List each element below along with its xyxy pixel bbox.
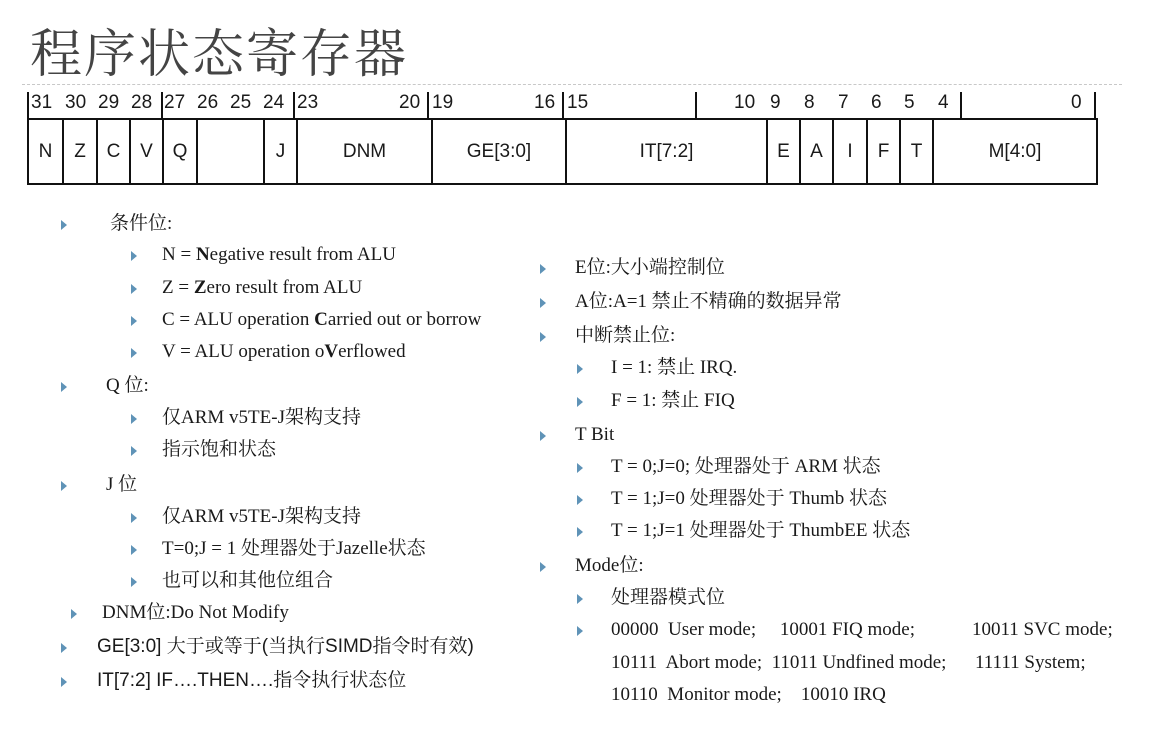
triangle-bullet-icon: [131, 284, 137, 294]
triangle-bullet-icon: [61, 677, 67, 687]
bit-number: 6: [871, 92, 882, 113]
triangle-bullet-icon: [61, 481, 67, 491]
bit-boundary-tick: [427, 92, 429, 118]
mode-bits-title: Mode位:: [575, 555, 644, 576]
triangle-bullet-icon: [540, 264, 546, 274]
triangle-bullet-icon: [131, 513, 137, 523]
bit-number: 31: [31, 92, 53, 113]
list-item: T = 0;J=0; 处理器处于 ARM 状态: [611, 456, 881, 477]
field-z: Z: [62, 120, 96, 183]
field-m: M[4:0]: [932, 120, 1096, 183]
field-f: F: [866, 120, 899, 183]
list-item: I = 1: 禁止 IRQ.: [611, 357, 738, 378]
bit-number: 5: [904, 92, 915, 113]
mode-values-line: 10111 Abort mode; 11011 Undfined mode; 11111 System;: [611, 652, 1086, 673]
triangle-bullet-icon: [577, 397, 583, 407]
list-item: T = 1;J=0 处理器处于 Thumb 状态: [611, 488, 888, 509]
list-item-n: N = Negative result from ALU: [162, 244, 396, 265]
triangle-bullet-icon: [540, 332, 546, 342]
interrupt-disable-title: 中断禁止位:: [575, 325, 676, 346]
e-bit-item: E位:大小端控制位: [575, 257, 725, 278]
bit-number: 15: [567, 92, 589, 113]
bit-boundary-tick: [293, 92, 295, 118]
field-t: T: [899, 120, 932, 183]
triangle-bullet-icon: [577, 495, 583, 505]
title-divider: [22, 84, 1122, 85]
field-v: V: [129, 120, 162, 183]
triangle-bullet-icon: [577, 626, 583, 636]
field-ge: GE[3:0]: [431, 120, 565, 183]
bit-number-row: [27, 92, 1098, 118]
field-a: A: [799, 120, 832, 183]
mode-values-line: 00000 User mode; 10001 FIQ mode; 10011 SVC mode;: [611, 619, 1113, 640]
bit-number: 7: [838, 92, 849, 113]
triangle-bullet-icon: [61, 643, 67, 653]
bit-number: 30: [65, 92, 87, 113]
bit-boundary-tick: [695, 92, 697, 118]
triangle-bullet-icon: [131, 316, 137, 326]
triangle-bullet-icon: [131, 414, 137, 424]
bit-number: 23: [297, 92, 319, 113]
bit-number: 26: [197, 92, 219, 113]
triangle-bullet-icon: [577, 364, 583, 374]
triangle-bullet-icon: [540, 562, 546, 572]
bit-number: 10: [734, 92, 756, 113]
bit-number: 28: [131, 92, 153, 113]
field-i: I: [832, 120, 866, 183]
field-reserved: [196, 120, 263, 183]
list-item: 指示饱和状态: [162, 439, 277, 460]
q-bit-title: Q 位:: [106, 375, 149, 396]
j-bit-title: J 位: [106, 474, 138, 495]
bit-number: 19: [432, 92, 454, 113]
bit-boundary-tick: [960, 92, 962, 118]
bit-number: 25: [230, 92, 252, 113]
triangle-bullet-icon: [61, 220, 67, 230]
psr-register-diagram: [27, 92, 1098, 186]
bit-number: 0: [1071, 92, 1082, 113]
field-c: C: [96, 120, 129, 183]
list-item: T = 1;J=1 处理器处于 ThumbEE 状态: [611, 520, 911, 541]
triangle-bullet-icon: [540, 431, 546, 441]
triangle-bullet-icon: [577, 463, 583, 473]
dnm-bit-item: DNM位:Do Not Modify: [102, 602, 289, 623]
bit-number: 8: [804, 92, 815, 113]
bit-number: 27: [164, 92, 186, 113]
bit-boundary-tick: [1094, 92, 1096, 118]
bit-number: 9: [770, 92, 781, 113]
list-item: 处理器模式位: [611, 587, 726, 608]
bit-number: 16: [534, 92, 556, 113]
field-j: J: [263, 120, 296, 183]
triangle-bullet-icon: [577, 594, 583, 604]
bit-boundary-tick: [161, 92, 163, 118]
list-item-z: Z = Zero result from ALU: [162, 277, 363, 298]
field-it: IT[7:2]: [565, 120, 766, 183]
triangle-bullet-icon: [577, 527, 583, 537]
bit-number: 24: [263, 92, 285, 113]
triangle-bullet-icon: [71, 609, 77, 619]
field-q: Q: [162, 120, 196, 183]
list-item: T=0;J = 1 处理器处于Jazelle状态: [162, 538, 426, 559]
triangle-bullet-icon: [131, 545, 137, 555]
list-item-v: V = ALU operation oVerflowed: [162, 341, 406, 362]
list-item: 仅ARM v5TE-J架构支持: [162, 506, 361, 527]
triangle-bullet-icon: [131, 446, 137, 456]
list-item: F = 1: 禁止 FIQ: [611, 390, 735, 411]
list-item: 仅ARM v5TE-J架构支持: [162, 407, 361, 428]
a-bit-item: A位:A=1 禁止不精确的数据异常: [575, 291, 842, 312]
triangle-bullet-icon: [131, 577, 137, 587]
bit-number: 20: [399, 92, 421, 113]
mode-values-line: 10110 Monitor mode; 10010 IRQ: [611, 684, 886, 705]
list-item-c: C = ALU operation Carried out or borrow: [162, 309, 482, 330]
triangle-bullet-icon: [131, 251, 137, 261]
field-n: N: [38, 140, 53, 162]
list-item: 也可以和其他位组合: [162, 570, 334, 591]
triangle-bullet-icon: [131, 348, 137, 358]
triangle-bullet-icon: [61, 382, 67, 392]
condition-bits-title: 条件位:: [110, 213, 173, 234]
triangle-bullet-icon: [540, 298, 546, 308]
field-e: E: [766, 120, 799, 183]
register-field-row: [27, 118, 1098, 185]
bit-number: 4: [938, 92, 949, 113]
field-dnm: DNM: [296, 120, 431, 183]
it-bit-item: IT[7:2] IF….THEN….指令执行状态位: [97, 670, 407, 691]
t-bit-title: T Bit: [575, 424, 615, 445]
bit-boundary-tick: [562, 92, 564, 118]
bit-boundary-tick: [27, 92, 29, 118]
bit-number: 29: [98, 92, 120, 113]
page-title: 程序状态寄存器: [30, 25, 409, 85]
ge-bit-item: GE[3:0] 大于或等于(当执行SIMD指令时有效): [97, 636, 474, 657]
